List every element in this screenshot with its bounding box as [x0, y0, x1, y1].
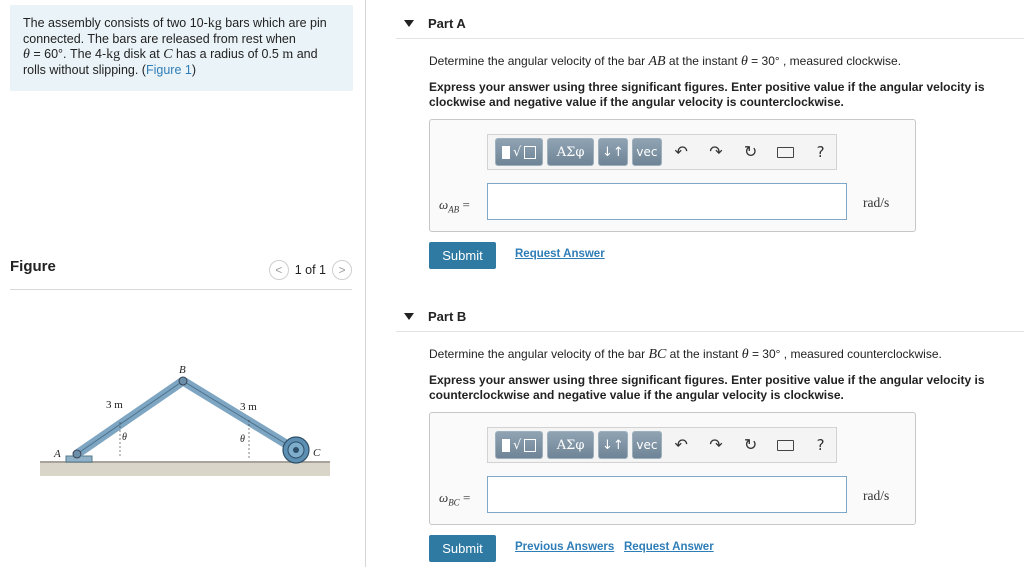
- part-b-request-answer-link[interactable]: Request Answer: [624, 541, 714, 553]
- equals-sign: =: [459, 490, 471, 505]
- templates-button[interactable]: [495, 138, 543, 166]
- theta-symbol: θ: [23, 47, 30, 62]
- part-b-title: Part B: [428, 309, 467, 324]
- label-b: B: [179, 364, 186, 376]
- part-a-instruction: Express your answer using three significant figures. Enter positive value if the angular velocity is clockwise and negative value if the angular velocity is counterclockwise.: [429, 80, 985, 109]
- ground: [40, 462, 330, 476]
- label-left-length: 3 m: [106, 399, 123, 411]
- part-a-request-answer-link[interactable]: Request Answer: [515, 248, 605, 260]
- box-icon: [524, 439, 536, 452]
- label-c: C: [313, 447, 321, 459]
- keyboard-icon[interactable]: [777, 147, 794, 158]
- part-b-instruction: Express your answer using three significant figures. Enter positive value if the angular velocity is counterclockwise and negative value if the angular velocity is clockwise.: [429, 373, 985, 402]
- question-text: = 30° , measured counterclockwise.: [748, 347, 942, 361]
- question-text: Determine the angular velocity of the bar: [429, 347, 649, 361]
- omega-symbol: ω: [439, 197, 449, 212]
- undo-icon[interactable]: ↶: [674, 144, 688, 161]
- variable-subscript: BC: [448, 497, 460, 508]
- part-b-header[interactable]: [404, 309, 466, 324]
- bar-ab-edge: [77, 381, 183, 454]
- bar-name: AB: [648, 54, 666, 69]
- math-toolbar: [487, 134, 837, 170]
- collapse-triangle-icon[interactable]: [404, 313, 414, 320]
- divider: [396, 38, 1024, 39]
- square-icon: [502, 439, 510, 452]
- square-icon: [502, 146, 510, 159]
- left-panel: [0, 0, 366, 567]
- question-text: at the instant: [666, 347, 742, 361]
- figure-header: [10, 258, 352, 290]
- redo-icon[interactable]: ↷: [709, 144, 723, 161]
- vector-button[interactable]: vec: [632, 138, 662, 166]
- vector-button[interactable]: vec: [632, 431, 662, 459]
- problem-statement: [10, 5, 353, 91]
- question-text: = 30° , measured clockwise.: [747, 54, 902, 68]
- reset-icon[interactable]: ↻: [743, 144, 758, 161]
- figure-pager: [269, 260, 352, 280]
- part-a-submit-button[interactable]: Submit: [429, 242, 496, 269]
- label-a: A: [54, 448, 61, 460]
- equals-sign: =: [459, 197, 470, 212]
- greek-symbols-button[interactable]: ΑΣφ: [547, 431, 594, 459]
- sqrt-icon: √: [513, 437, 522, 453]
- problem-text: has a radius of 0.5: [172, 47, 283, 61]
- figure-page-count: 1 of 1: [294, 263, 326, 277]
- sqrt-icon: √: [513, 144, 522, 160]
- question-text: at the instant: [665, 54, 741, 68]
- part-a-answer-box: [429, 119, 916, 232]
- problem-text: rolls without slipping. (: [23, 62, 146, 77]
- theta-symbol: θ: [741, 347, 749, 362]
- problem-text: connected. The bars are released from rest when: [23, 31, 296, 46]
- problem-text: The assembly consists of two 10-: [23, 16, 208, 30]
- omega-symbol: ω: [439, 490, 449, 505]
- unit-label: rad/s: [863, 195, 890, 210]
- reset-icon[interactable]: ↻: [743, 437, 758, 454]
- pin-b: [179, 377, 187, 385]
- redo-icon[interactable]: ↷: [709, 437, 723, 454]
- label-theta-left: θ: [122, 432, 127, 443]
- templates-button[interactable]: [495, 431, 543, 459]
- pin-a: [73, 450, 81, 458]
- point-c: C: [163, 47, 173, 62]
- math-toolbar: [487, 427, 837, 463]
- part-a-header[interactable]: [404, 16, 466, 31]
- disk-c-hub: [293, 447, 299, 453]
- unit-kg: kg: [207, 16, 222, 31]
- part-b-submit-button[interactable]: Submit: [429, 535, 496, 562]
- problem-text: bars which are pin: [221, 16, 327, 30]
- theta-symbol: θ: [740, 54, 748, 69]
- label-theta-right: θ: [240, 434, 245, 445]
- part-b-answer-box: [429, 412, 916, 525]
- keyboard-icon[interactable]: [777, 440, 794, 451]
- part-b-question: [429, 347, 1019, 363]
- part-a-question: [429, 54, 1019, 70]
- problem-text: ): [191, 62, 196, 77]
- box-icon: [524, 146, 536, 159]
- greek-symbols-button[interactable]: ΑΣφ: [547, 138, 594, 166]
- mechanism-figure: [40, 360, 340, 480]
- next-figure-button[interactable]: >: [332, 260, 352, 280]
- variable-label: [439, 197, 470, 215]
- collapse-triangle-icon[interactable]: [404, 20, 414, 27]
- figure-link[interactable]: Figure 1: [145, 62, 192, 77]
- divider: [396, 331, 1024, 332]
- part-b-previous-answers-link[interactable]: Previous Answers: [515, 541, 615, 553]
- undo-icon[interactable]: ↶: [674, 437, 688, 454]
- help-icon[interactable]: ?: [816, 436, 825, 454]
- right-panel: [366, 0, 1024, 567]
- part-a-title: Part A: [428, 16, 466, 31]
- figure-title: Figure: [10, 258, 56, 275]
- part-a-answer-input[interactable]: [487, 183, 847, 220]
- unit-label: rad/s: [863, 488, 890, 503]
- problem-text: disk at: [120, 47, 164, 61]
- bar-name: BC: [648, 347, 667, 362]
- label-right-length: 3 m: [240, 401, 257, 413]
- unit-kg: kg: [106, 47, 121, 62]
- subscript-superscript-button[interactable]: ↓↑: [598, 431, 628, 459]
- prev-figure-button[interactable]: <: [269, 260, 289, 280]
- variable-subscript: AB: [448, 204, 460, 215]
- problem-text: and: [293, 47, 318, 61]
- subscript-superscript-button[interactable]: ↓↑: [598, 138, 628, 166]
- problem-text: = 60°. The 4-: [29, 47, 107, 61]
- part-b-answer-input[interactable]: [487, 476, 847, 513]
- help-icon[interactable]: ?: [816, 143, 825, 161]
- unit-m: m: [282, 47, 294, 62]
- variable-label: [439, 490, 470, 508]
- question-text: Determine the angular velocity of the bar: [429, 54, 649, 68]
